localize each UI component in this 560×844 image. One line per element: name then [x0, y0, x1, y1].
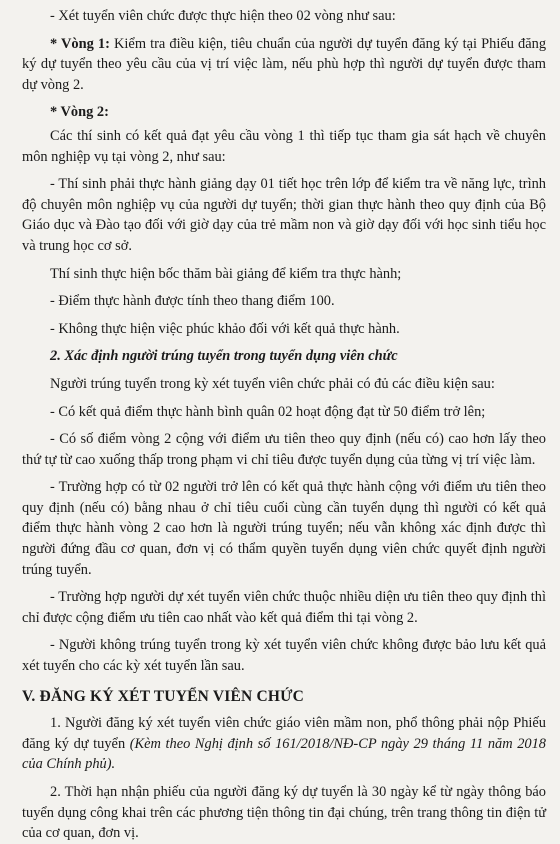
- paragraph: - Có kết quả điểm thực hành bình quân 02 hoạt động đạt từ 50 điểm trở lên;: [50, 403, 486, 420]
- paragraph: Người trúng tuyển trong kỳ xét tuyển viên chức phải có đủ các điều kiện sau:: [50, 375, 495, 392]
- paragraph: - Người không trúng tuyển trong kỳ xét tuyển viên chức không được bảo lưu kết quả xét tuyển cho các kỳ xét tuyển lần sau.: [22, 637, 546, 675]
- paragraph-italic-note: (Kèm theo Nghị định số 161/2018/NĐ-CP ngày 29 tháng 11 năm 2018 của Chính phủ).: [22, 735, 546, 773]
- paragraph: - Trường hợp có từ 02 người trở lên có kết quả thực hành cộng với điểm ưu tiên theo quy định (nếu có) bằng nhau ở chỉ tiêu cuối cùng cần tuyển dụng thì người có kết quả điểm thực hành vòng 2 cao hơn là người trúng tuyển; nếu vẫn không xác định được thì người đứng đầu cơ quan, đơn vị có thẩm quyền tuyển dụng viên chức quyết định người trúng tuyển.: [22, 479, 546, 578]
- paragraph: 2. Thời hạn nhận phiếu của người đăng ký dự tuyển là 30 ngày kể từ ngày thông báo tuyển dụng công khai trên các phương tiện thông tin đại chúng, trên trang thông tin điện tử của cơ quan, đơn vị.: [22, 784, 546, 842]
- round-1-label: * Vòng 1:: [50, 35, 110, 52]
- round-1-text: Kiểm tra điều kiện, tiêu chuẩn của người dự tuyển đăng ký tại Phiếu đăng ký dự tuyển theo yêu cầu của vị trí việc làm, nếu phù hợp thì người dự tuyển được tham dự vòng 2.: [22, 35, 547, 93]
- paragraph: - Không thực hiện việc phúc khảo đối với kết quả thực hành.: [50, 320, 400, 337]
- paragraph: - Có số điểm vòng 2 cộng với điểm ưu tiên theo quy định (nếu có) cao hơn lấy theo thứ tự từ cao xuống thấp trong phạm vi chỉ tiêu được tuyển dụng của từng vị trí việc làm.: [22, 431, 546, 468]
- paragraph-text: 1. Người đăng ký xét tuyển viên chức giáo viên mầm non, phổ thông phải nộp Phiếu đăng ký dự tuyển: [22, 715, 546, 752]
- paragraph-round-2-heading: [22, 102, 546, 123]
- paragraph-round-1: [22, 34, 546, 96]
- paragraph: Thí sinh thực hiện bốc thăm bài giảng để kiểm tra thực hành;: [50, 265, 402, 282]
- subsection-heading: 2. Xác định người trúng tuyển trong tuyển dụng viên chức: [50, 348, 398, 365]
- paragraph: - Xét tuyển viên chức được thực hiện theo 02 vòng như sau:: [50, 8, 396, 24]
- paragraph: - Thí sinh phải thực hành giảng dạy 01 tiết học trên lớp để kiểm tra về năng lực, trình độ chuyên môn nghiệp vụ của người dự tuyển; thời gian thực hành theo quy định của Bộ Giáo dục và Đào tạo đối với giờ dạy của trẻ mầm non và giờ dạy đối với học sinh tiểu học và trung học cơ sở.: [22, 176, 546, 254]
- paragraph: Các thí sinh có kết quả đạt yêu cầu vòng 1 thì tiếp tục tham gia sát hạch về chuyên môn nghiệp vụ tại vòng 2, như sau:: [22, 127, 546, 165]
- paragraph: - Điểm thực hành được tính theo thang điểm 100.: [50, 293, 335, 310]
- paragraph: - Trường hợp người dự xét tuyển viên chức thuộc nhiều diện ưu tiên theo quy định thì chỉ được cộng điểm ưu tiên cao nhất vào kết quả điểm thi tại vòng 2.: [22, 589, 546, 626]
- section-heading: V. ĐĂNG KÝ XÉT TUYỂN VIÊN CHỨC: [22, 687, 305, 705]
- paragraph: [22, 713, 546, 775]
- round-2-label: * Vòng 2:: [50, 104, 109, 121]
